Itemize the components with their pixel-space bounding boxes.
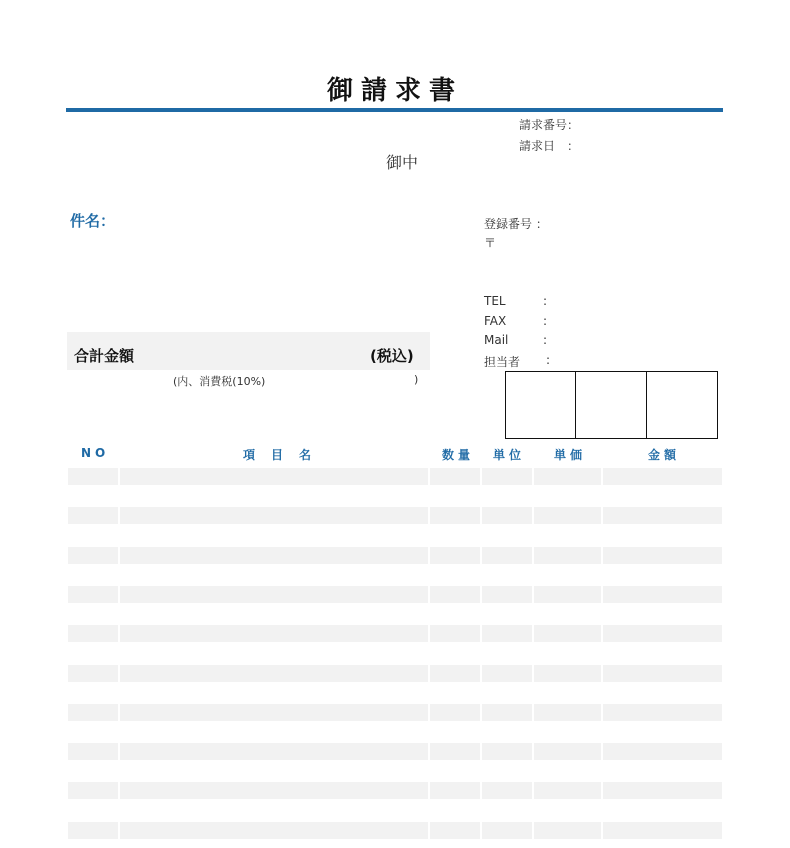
cell-quantity	[430, 507, 480, 524]
cell-no	[68, 468, 118, 485]
header-no: NO	[81, 446, 110, 460]
cell-amount	[603, 625, 722, 642]
header-unit-price: 単価	[554, 448, 587, 462]
tel-label: TEL	[484, 294, 506, 308]
cell-item-name	[120, 468, 428, 485]
invoice-title: 御請求書	[326, 76, 463, 106]
cell-unit-price	[534, 665, 601, 682]
cell-no	[68, 822, 118, 839]
cell-quantity	[430, 704, 480, 721]
recipient-suffix: 御中	[386, 153, 419, 172]
postal-mark: 〒	[484, 236, 497, 250]
cell-item-name	[120, 586, 428, 603]
cell-unit	[482, 782, 532, 799]
invoice-number-label: 請求番号：	[519, 118, 580, 132]
cell-item-name	[120, 743, 428, 760]
cell-amount	[603, 704, 722, 721]
person-label: 担当者	[484, 355, 521, 369]
cell-quantity	[430, 665, 480, 682]
cell-amount	[603, 665, 722, 682]
cell-unit	[482, 743, 532, 760]
cell-quantity	[430, 822, 480, 839]
cell-unit	[482, 468, 532, 485]
cell-unit-price	[534, 547, 601, 564]
cell-unit	[482, 547, 532, 564]
cell-amount	[603, 586, 722, 603]
cell-item-name	[120, 625, 428, 642]
person-colon: :	[546, 353, 551, 367]
header-amount: 金額	[648, 448, 681, 462]
title-divider	[66, 108, 723, 112]
cell-quantity	[430, 625, 480, 642]
fax-colon: :	[543, 314, 548, 328]
cell-quantity	[430, 547, 480, 564]
cell-unit	[482, 625, 532, 642]
cell-no	[68, 782, 118, 799]
cell-unit-price	[534, 586, 601, 603]
header-quantity: 数量	[442, 448, 475, 462]
cell-unit-price	[534, 468, 601, 485]
cell-amount	[603, 507, 722, 524]
cell-no	[68, 547, 118, 564]
cell-item-name	[120, 782, 428, 799]
cell-no	[68, 743, 118, 760]
stamp-box	[576, 371, 647, 439]
header-unit: 単位	[493, 448, 526, 462]
cell-amount	[603, 743, 722, 760]
stamp-box	[505, 371, 576, 439]
cell-quantity	[430, 468, 480, 485]
cell-unit	[482, 507, 532, 524]
invoice-date-label: 請求日 ：	[519, 139, 580, 153]
cell-quantity	[430, 782, 480, 799]
cell-unit-price	[534, 507, 601, 524]
cell-amount	[603, 822, 722, 839]
total-amount-label: 合計金額	[74, 347, 135, 365]
registration-number-label: 登録番号 ：	[484, 217, 548, 231]
cell-unit-price	[534, 743, 601, 760]
cell-no	[68, 665, 118, 682]
cell-unit	[482, 704, 532, 721]
cell-unit-price	[534, 704, 601, 721]
cell-no	[68, 625, 118, 642]
cell-no	[68, 586, 118, 603]
cell-unit-price	[534, 625, 601, 642]
cell-unit	[482, 665, 532, 682]
cell-no	[68, 507, 118, 524]
cell-amount	[603, 782, 722, 799]
cell-item-name	[120, 507, 428, 524]
stamp-box	[647, 371, 718, 439]
cell-item-name	[120, 822, 428, 839]
cell-quantity	[430, 586, 480, 603]
cell-unit-price	[534, 782, 601, 799]
cell-unit-price	[534, 822, 601, 839]
cell-item-name	[120, 665, 428, 682]
mail-label: Mail	[484, 333, 509, 347]
cell-quantity	[430, 743, 480, 760]
cell-item-name	[120, 547, 428, 564]
cell-amount	[603, 468, 722, 485]
tax-breakdown-label: (内、消費税(10%)	[173, 375, 266, 388]
cell-no	[68, 704, 118, 721]
header-item-name: 項目名	[243, 448, 328, 462]
subject-label: 件名：	[70, 212, 116, 230]
fax-label: FAX	[484, 314, 507, 328]
cell-unit	[482, 586, 532, 603]
tax-breakdown-close: )	[414, 373, 419, 386]
tel-colon: :	[543, 294, 548, 308]
cell-unit	[482, 822, 532, 839]
tax-included-note: (税込)	[370, 347, 414, 365]
cell-item-name	[120, 704, 428, 721]
mail-colon: :	[543, 333, 548, 347]
cell-amount	[603, 547, 722, 564]
